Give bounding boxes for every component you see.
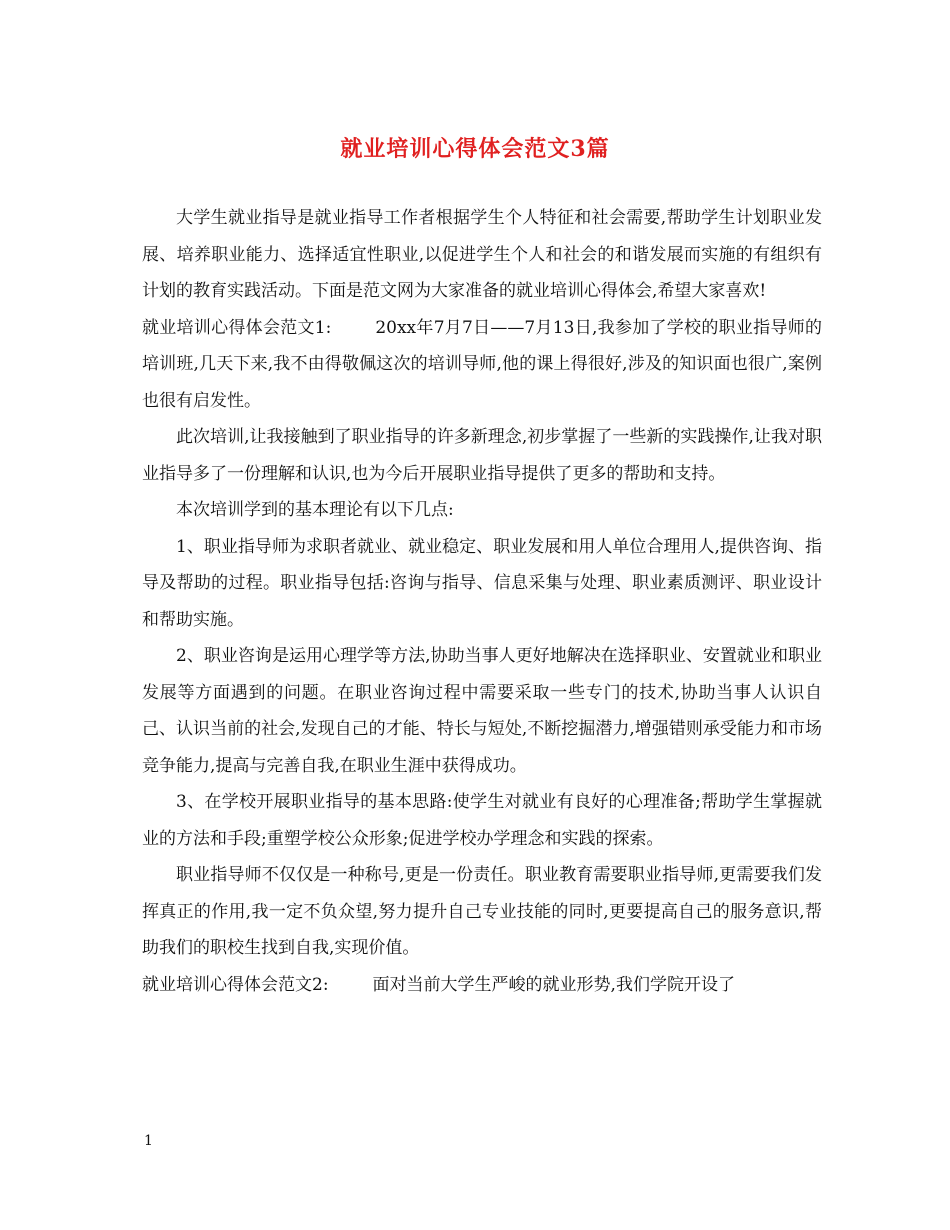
paragraph: 此次培训,让我接触到了职业指导的许多新理念,初步掌握了一些新的实践操作,让我对职业指导多了一份理解和认识,也为今后开展职业指导提供了更多的帮助和支持。 [142,427,822,484]
essay1-opening-text: 20xx年7月7日——7月13日,我参加了学校的职业指导师的培训班,几天下来,我不由得敬佩这次的培训导师,他的课上得很好,涉及的知识面也很广,案例也很有启发性。 [142,317,822,411]
essay2-opening-text: 面对当前大学生严峻的就业形势,我们学院开设了 [372,974,735,995]
essay2-paragraph [142,967,822,1004]
numbered-paragraph-3: 3、在学校开展职业指导的基本思路:使学生对就业有良好的心理准备;帮助学生掌握就业的方法和手段;重塑学校公众形象;促进学校办学理念和实践的探索。 [142,792,822,849]
document-body [142,200,822,1003]
paragraph: 职业指导师不仅仅是一种称号,更是一份责任。职业教育需要职业指导师,更需要我们发挥真正的作用,我一定不负众望,努力提升自己专业技能的同时,更要提高自己的服务意识,帮助我们的职校生找到自我,实现价值。 [142,865,822,958]
numbered-paragraph-1: 1、职业指导师为求职者就业、就业稳定、职业发展和用人单位合理用人,提供咨询、指导及帮助的过程。职业指导包括:咨询与指导、信息采集与处理、职业素质测评、职业设计和帮助实施。 [142,536,822,630]
essay1-paragraph [142,310,822,420]
intro-paragraph: 大学生就业指导是就业指导工作者根据学生个人特征和社会需要,帮助学生计划职业发展、培养职业能力、选择适宜性职业,以促进学生个人和社会的和谐发展而实施的有组织有计划的教育实践活动。下面是范文网为大家准备的就业培训心得体会,希望大家喜欢! [142,208,822,301]
paragraph: 本次培训学到的基本理论有以下几点: [176,500,454,520]
document-title: 就业培训心得体会范文3篇 [340,136,610,162]
essay1-heading-label: 就业培训心得体会范文1: [142,317,332,338]
page-number: 1 [144,1133,153,1149]
numbered-paragraph-2: 2、职业咨询是运用心理学等方法,协助当事人更好地解决在选择职业、安置就业和职业发展等方面遇到的问题。在职业咨询过程中需要采取一些专门的技术,协助当事人认识自己、认识当前的社会,发现自己的才能、特长与短处,不断挖掘潜力,增强错则承受能力和市场竞争能力,提高与完善自我,在职业生涯中获得成功。 [142,646,822,776]
essay2-heading-label: 就业培训心得体会范文2: [142,974,329,995]
